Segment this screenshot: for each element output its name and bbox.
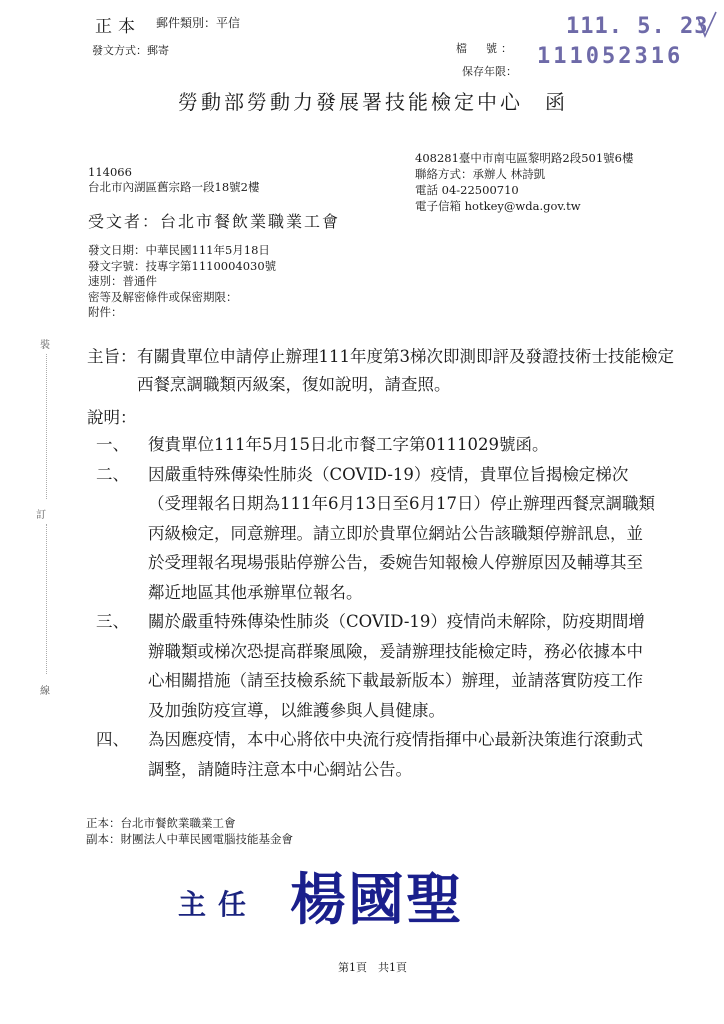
explanation-label: 說明：: [87, 408, 137, 427]
binding-mark-bottom: 線: [40, 686, 50, 697]
item-text: 因嚴重特殊傳染性肺炎（COVID-19）疫情，貴單位旨揭檢定梯次（受理報名日期為111年6月13日至6月17日）停止辦理西餐烹調職類丙級檢定，同意辦理。請立即於貴單位網站公告該職類停辦訊息，並於受理報名現場張貼停辦公告，委婉告知報檢人停辦原因及輔導其至鄰近地區其他承辦單位報名。: [148, 464, 655, 602]
item-number: 四、: [96, 730, 129, 749]
mail-type: 郵件類別：平信: [156, 16, 241, 30]
page-number: 第1頁 共1頁: [338, 961, 407, 974]
item-number: 二、: [96, 464, 129, 484]
explanation-list: [96, 430, 656, 784]
original-recipient: 正本：台北市餐飲業職業工會: [86, 816, 236, 830]
attachment: 附件：: [88, 305, 123, 319]
recipient-line: 受文者：台北市餐飲業職業工會: [88, 212, 341, 231]
delivery-speed: 速別：普通件: [88, 274, 157, 288]
recipient-address: 台北市內湖區舊宗路一段18號2樓: [88, 180, 260, 194]
binding-mark-middle: 訂: [36, 510, 46, 521]
distribution-block: [86, 815, 293, 847]
retention-period-label: 保存年限：: [462, 65, 517, 78]
agency-title: 勞動部勞動力發展署技能檢定中心: [178, 90, 523, 114]
signature-name-seal: 楊國聖: [290, 867, 464, 933]
secrecy-level: 密等及解密條件或保密期限：: [88, 289, 238, 304]
item-text: 復貴單位111年5月15日北市餐工字第0111029號函。: [148, 435, 549, 454]
ledger-number-label: 檔 號：: [456, 42, 516, 55]
item-text: 為因應疫情，本中心將依中央流行疫情指揮中心最新決策進行滾動式調整，請隨時注意本中心網站公告。: [148, 730, 643, 779]
copy-recipient: 副本：財團法人中華民國電腦技能基金會: [86, 832, 293, 846]
agency-phone: 電話 04-22500710: [415, 183, 519, 197]
subject-text: 有關貴單位申請停止辦理111年度第3梯次即測即評及發證技術士技能檢定西餐烹調職類丙級案，復如說明，請查照。: [137, 347, 674, 394]
item-number: 一、: [96, 435, 129, 454]
send-method: 發文方式：郵寄: [92, 44, 169, 57]
agency-contact-block: [415, 150, 633, 214]
signature-title: 主任: [178, 888, 259, 921]
agency-address: 408281臺中市南屯區黎明路2段501號6樓: [415, 151, 634, 165]
document-meta: [88, 243, 276, 321]
subject-label: 主旨：: [87, 347, 137, 366]
subject-section: [87, 343, 687, 399]
agency-email: 電子信箱 hotkey@wda.gov.tw: [415, 199, 581, 213]
document-number: 發文字號：技專字第1110004030號: [88, 258, 277, 273]
explanation-item: [96, 460, 656, 608]
recipient-zip: 114066: [88, 165, 132, 179]
received-serial-stamp: 111052316: [537, 44, 684, 69]
copy-type-label: 正本: [95, 17, 141, 37]
explanation-item: [96, 607, 656, 725]
item-text: 關於嚴重特殊傳染性肺炎（COVID-19）疫情尚未解除，防疫期間增辦職類或梯次恐提高群聚風險，爰請辦理技能檢定時，務必依據本中心相關措施（請至技檢系統下載最新版本）辦理，並請落實防疫工作及加強防疫宣導，以維護參與人員健康。: [148, 612, 645, 720]
document-type: 函: [545, 90, 565, 114]
handwritten-check-icon: [696, 10, 718, 44]
binding-line-2: [46, 524, 47, 674]
binding-line-1: [46, 354, 47, 499]
received-date-stamp: 111. 5. 23: [566, 14, 709, 39]
explanation-item: [96, 725, 656, 784]
item-number: 三、: [96, 612, 129, 631]
explanation-item: [96, 430, 656, 460]
binding-mark-top: 裝: [40, 340, 50, 351]
issue-date: 發文日期：中華民國111年5月18日: [88, 243, 270, 257]
agency-contact-person: 聯絡方式：承辦人 林詩凱: [415, 167, 546, 181]
